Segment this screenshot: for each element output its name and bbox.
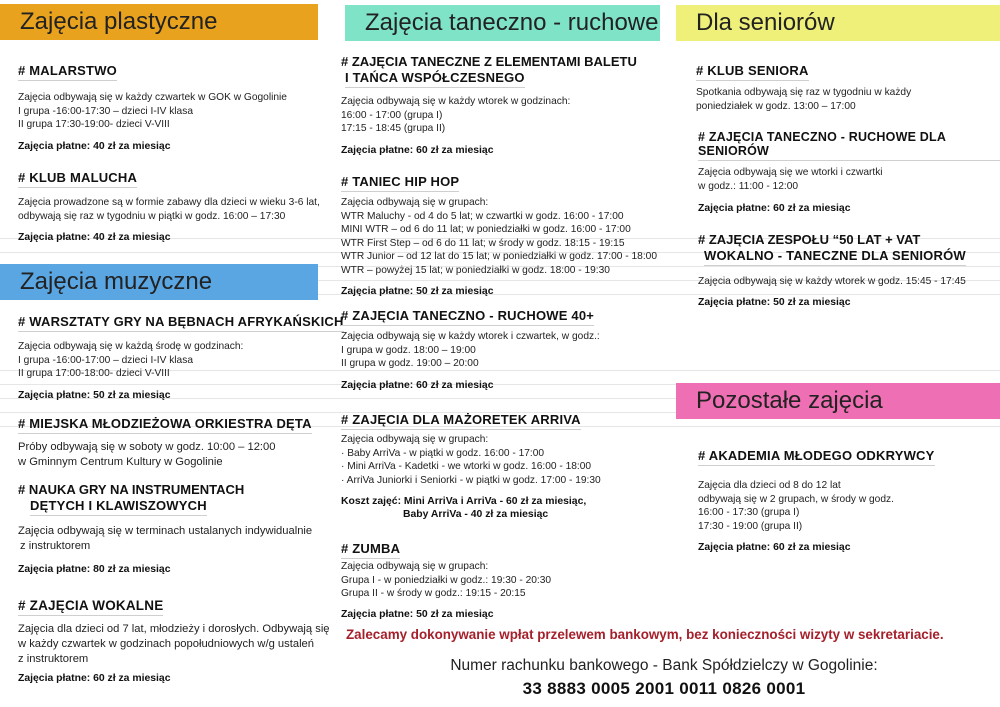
section-title: # ZUMBA	[341, 541, 400, 559]
line: Zajęcia odbywają się w każdy wtorek i czwartek, w godz.:	[341, 331, 600, 342]
cost-line: Baby ArriVa - 40 zł za miesiąc	[403, 509, 549, 521]
line: Zajęcia odbywają się w każdy wtorek w godzinach:	[341, 96, 571, 107]
section-title: # MALARSTWO	[18, 63, 117, 81]
line: Zajęcia dla dzieci od 8 do 12 lat	[698, 480, 841, 491]
cost-line: Koszt zajęć: Mini ArriVa i ArriVa - 60 zł za miesiąc,	[341, 496, 587, 508]
line: II grupa w godz. 19:00 – 20:00	[341, 358, 479, 370]
line: Zajęcia odbywają się w każdy wtorek w godz. 15:45 - 17:45	[698, 276, 966, 287]
line: · ArriVa Juniorki i Seniorki - w piątki w godz. 17:00 - 19:30	[341, 474, 601, 486]
line: I grupa -16:00-17:30 – dzieci I-IV klasa	[18, 105, 193, 117]
line: 16:00 - 17:00 (grupa I)	[341, 109, 443, 121]
price: Zajęcia płatne: 50 zł za miesiąc	[341, 608, 494, 620]
section-klub-malucha	[18, 169, 320, 243]
section-balet	[341, 54, 637, 156]
section-ruchowe-40	[341, 307, 600, 391]
line: I grupa w godz. 18:00 – 19:00	[341, 344, 476, 356]
section-title: # KLUB SENIORA	[696, 63, 809, 81]
payment-notice: Zalecamy dokonywanie wpłat przelewem bankowym, bez konieczności wizyty w sekretariacie.	[346, 627, 944, 642]
section-title-cont: DĘTYCH I KLAWISZOWYCH	[30, 498, 207, 516]
line: 17:30 - 19:00 (grupa II)	[698, 520, 803, 532]
section-malarstwo	[18, 62, 287, 152]
line: Zajęcia dla dzieci od 7 lat, młodzieży i dorosłych. Odbywają się	[18, 623, 330, 635]
section-zespol	[698, 232, 966, 308]
price: Zajęcia płatne: 50 zł za miesiąc	[341, 285, 494, 297]
section-akademia	[698, 447, 935, 553]
price: Zajęcia płatne: 40 zł za miesiąc	[18, 232, 171, 244]
price: Zajęcia płatne: 50 zł za miesiąc	[698, 296, 851, 308]
line: odbywają się w 2 grupach, w środy w godz.	[698, 493, 894, 505]
section-zumba	[341, 540, 551, 620]
price: Zajęcia płatne: 80 zł za miesiąc	[18, 564, 171, 575]
price: Zajęcia płatne: 60 zł za miesiąc	[698, 542, 851, 554]
line: Zajęcia odbywają się w grupach:	[341, 561, 489, 572]
banner-muzyczne: Zajęcia muzyczne	[0, 264, 318, 300]
line: WTR First Step – od 6 do 11 lat; w środy w godz. 18:15 - 19:15	[341, 237, 625, 249]
bank-account-number: 33 8883 0005 2001 0011 0826 0001	[522, 679, 806, 698]
section-klub-seniora	[696, 62, 911, 113]
line: z instruktorem	[20, 540, 91, 552]
section-ruchowe-seniorzy	[698, 130, 1000, 214]
line: Zajęcia odbywają się w każdy czwartek w GOK w Gogolinie	[18, 92, 287, 103]
line: Zajęcia odbywają się we wtorki i czwartki	[698, 167, 883, 178]
section-title: # ZAJĘCIA WOKALNE	[18, 598, 163, 616]
price: Zajęcia płatne: 60 zł za miesiąc	[341, 144, 494, 156]
line: w godz.: 11:00 - 12:00	[698, 180, 799, 192]
line: I grupa -16:00-17:00 – dzieci I-IV klasa	[18, 354, 193, 366]
section-wokalne	[18, 597, 330, 684]
section-hiphop	[341, 173, 657, 297]
price: Zajęcia płatne: 40 zł za miesiąc	[18, 140, 171, 152]
section-instrumenty	[18, 482, 312, 575]
line: 17:15 - 18:45 (grupa II)	[341, 123, 446, 135]
line: z instruktorem	[18, 653, 89, 665]
line: Zajęcia odbywają się w każdą środę w godzinach:	[18, 341, 244, 352]
section-title-cont: WOKALNO - TANECZNE DLA SENIORÓW	[704, 248, 966, 266]
line: odbywają się raz w tygodniu w piątki w godz. 16:00 – 17:30	[18, 210, 286, 222]
section-title: # TANIEC HIP HOP	[341, 174, 459, 192]
line: Zajęcia odbywają się w grupach:	[341, 434, 489, 445]
section-title-cont: I TAŃCA WSPÓŁCZESNEGO	[345, 70, 525, 88]
section-title: # ZAJĘCIA TANECZNO - RUCHOWE DLA SENIORÓW	[698, 130, 1000, 161]
price: Zajęcia płatne: 50 zł za miesiąc	[18, 389, 171, 401]
section-title: # ZAJĘCIA DLA MAŻORETEK ARRIVA	[341, 412, 581, 430]
line: Zajęcia odbywają się w terminach ustalanych indywidualnie	[18, 525, 313, 537]
line: · Baby ArriVa - w piątki w godz. 16:00 - 17:00	[341, 447, 545, 459]
section-title: # NAUKA GRY NA INSTRUMENTACH	[18, 482, 245, 497]
line: Próby odbywają się w soboty w godz. 10:00 – 12:00	[18, 441, 276, 453]
line: WTR Maluchy - od 4 do 5 lat; w czwartki w godz. 16:00 - 17:00	[341, 210, 624, 222]
section-title: # WARSZTATY GRY NA BĘBNACH AFRYKAŃSKICH	[18, 314, 344, 332]
section-title: # ZAJĘCIA ZESPOŁU “50 LAT + VAT	[698, 232, 921, 247]
line: WTR Junior – od 12 lat do 15 lat; w poniedziałki w godz. 17:00 - 18:00	[341, 251, 657, 263]
line: II grupa 17:00-18:00- dzieci V-VIII	[18, 368, 170, 380]
line: w każdy czwartek w godzinach popołudniowych w/g ustaleń	[18, 638, 315, 650]
section-bebny	[18, 313, 344, 401]
banner-plastyczne: Zajęcia plastyczne	[0, 4, 318, 40]
line: Zajęcia prowadzone są w formie zabawy dla dzieci w wieku 3-6 lat,	[18, 197, 320, 208]
line: poniedziałek w godz. 13:00 – 17:00	[696, 100, 856, 112]
line: Spotkania odbywają się raz w tygodniu w każdy	[696, 87, 912, 98]
section-title: # ZAJĘCIA TANECZNE Z ELEMENTAMI BALETU	[341, 54, 637, 69]
price: Zajęcia płatne: 60 zł za miesiąc	[341, 379, 494, 391]
line: MINI WTR – od 6 do 11 lat; w poniedziałki w godz. 16:00 - 17:00	[341, 224, 631, 236]
banner-taneczno: Zajęcia taneczno - ruchowe	[345, 5, 660, 41]
section-mazoretki	[341, 411, 601, 520]
section-orkiestra	[18, 415, 312, 470]
line: Grupa II - w środy w godz.: 19:15 - 20:15	[341, 588, 526, 600]
section-title: # AKADEMIA MŁODEGO ODKRYWCY	[698, 448, 935, 466]
section-title: # KLUB MALUCHA	[18, 170, 137, 188]
line: · Mini ArriVa - Kadetki - we wtorki w godz. 16:00 - 18:00	[341, 461, 592, 473]
line: II grupa 17:30-19:00- dzieci V-VIII	[18, 119, 170, 131]
banner-seniorow: Dla seniorów	[676, 5, 1000, 41]
line: 16:00 - 17:30 (grupa I)	[698, 507, 800, 519]
section-title: # MIEJSKA MŁODZIEŻOWA ORKIESTRA DĘTA	[18, 416, 312, 434]
price: Zajęcia płatne: 60 zł za miesiąc	[18, 673, 171, 684]
banner-pozostale: Pozostałe zajęcia	[676, 383, 1000, 419]
line: Zajęcia odbywają się w grupach:	[341, 197, 489, 208]
line: WTR – powyżej 15 lat; w poniedziałki w godz. 18:00 - 19:30	[341, 264, 610, 276]
price: Zajęcia płatne: 60 zł za miesiąc	[698, 203, 851, 215]
section-title: # ZAJĘCIA TANECZNO - RUCHOWE 40+	[341, 308, 594, 326]
line: Grupa I - w poniedziałki w godz.: 19:30 - 20:30	[341, 574, 552, 586]
line: w Gminnym Centrum Kultury w Gogolinie	[18, 456, 223, 468]
bank-label: Numer rachunku bankowego - Bank Spółdzielczy w Gogolinie:	[450, 657, 878, 674]
